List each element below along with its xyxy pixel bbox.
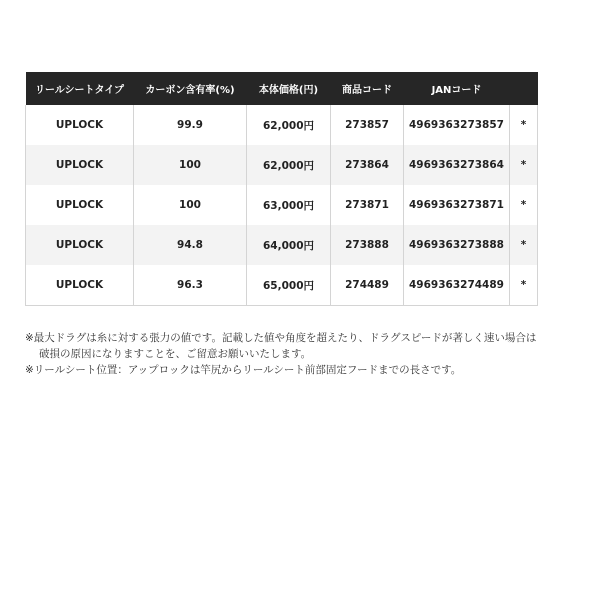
header-jan-code: JANコード (404, 72, 510, 105)
cell-reel-seat-type: UPLOCK (26, 265, 134, 306)
table-row (26, 265, 538, 306)
cell-carbon-content: 99.9 (134, 105, 247, 145)
cell-asterisk: * (510, 185, 538, 225)
table-row (26, 145, 538, 185)
notes-section (25, 330, 585, 378)
cell-price: 64,000円 (247, 225, 331, 265)
cell-asterisk: * (510, 225, 538, 265)
cell-jan-code: 4969363273857 (404, 105, 510, 145)
cell-carbon-content: 100 (134, 185, 247, 225)
note-max-drag-continued: 破損の原因になりますことを、ご留意お願いいたします。 (39, 348, 312, 360)
header-row (26, 72, 538, 105)
cell-price: 62,000円 (247, 145, 331, 185)
header-extra (510, 72, 538, 105)
header-product-code: 商品コード (331, 72, 404, 105)
table-header (26, 72, 538, 105)
cell-jan-code: 4969363273888 (404, 225, 510, 265)
cell-price: 62,000円 (247, 105, 331, 145)
cell-asterisk: * (510, 145, 538, 185)
cell-reel-seat-type: UPLOCK (26, 145, 134, 185)
cell-product-code: 273871 (331, 185, 404, 225)
cell-product-code: 274489 (331, 265, 404, 306)
cell-carbon-content: 100 (134, 145, 247, 185)
cell-carbon-content: 94.8 (134, 225, 247, 265)
cell-price: 65,000円 (247, 265, 331, 306)
cell-product-code: 273857 (331, 105, 404, 145)
cell-product-code: 273864 (331, 145, 404, 185)
cell-jan-code: 4969363274489 (404, 265, 510, 306)
cell-asterisk: * (510, 105, 538, 145)
cell-jan-code: 4969363273864 (404, 145, 510, 185)
spec-table (25, 72, 538, 306)
cell-price: 63,000円 (247, 185, 331, 225)
header-price: 本体価格(円) (247, 72, 331, 105)
header-carbon-content: カーボン含有率(%) (134, 72, 247, 105)
header-reel-seat-type: リールシートタイプ (26, 72, 134, 105)
cell-reel-seat-type: UPLOCK (26, 185, 134, 225)
cell-jan-code: 4969363273871 (404, 185, 510, 225)
cell-carbon-content: 96.3 (134, 265, 247, 306)
cell-asterisk: * (510, 265, 538, 306)
cell-product-code: 273888 (331, 225, 404, 265)
table-body (26, 105, 538, 306)
table-row (26, 185, 538, 225)
table-row (26, 105, 538, 145)
table-row (26, 225, 538, 265)
note-max-drag: ※最大ドラグは糸に対する張力の値です。記載した値や角度を超えたり、ドラグスピードが著しく速い場合は (25, 332, 537, 344)
cell-reel-seat-type: UPLOCK (26, 225, 134, 265)
note-reel-seat-position: ※リールシート位置：アップロックは竿尻からリールシート前部固定フードまでの長さです。 (25, 364, 462, 376)
cell-reel-seat-type: UPLOCK (26, 105, 134, 145)
